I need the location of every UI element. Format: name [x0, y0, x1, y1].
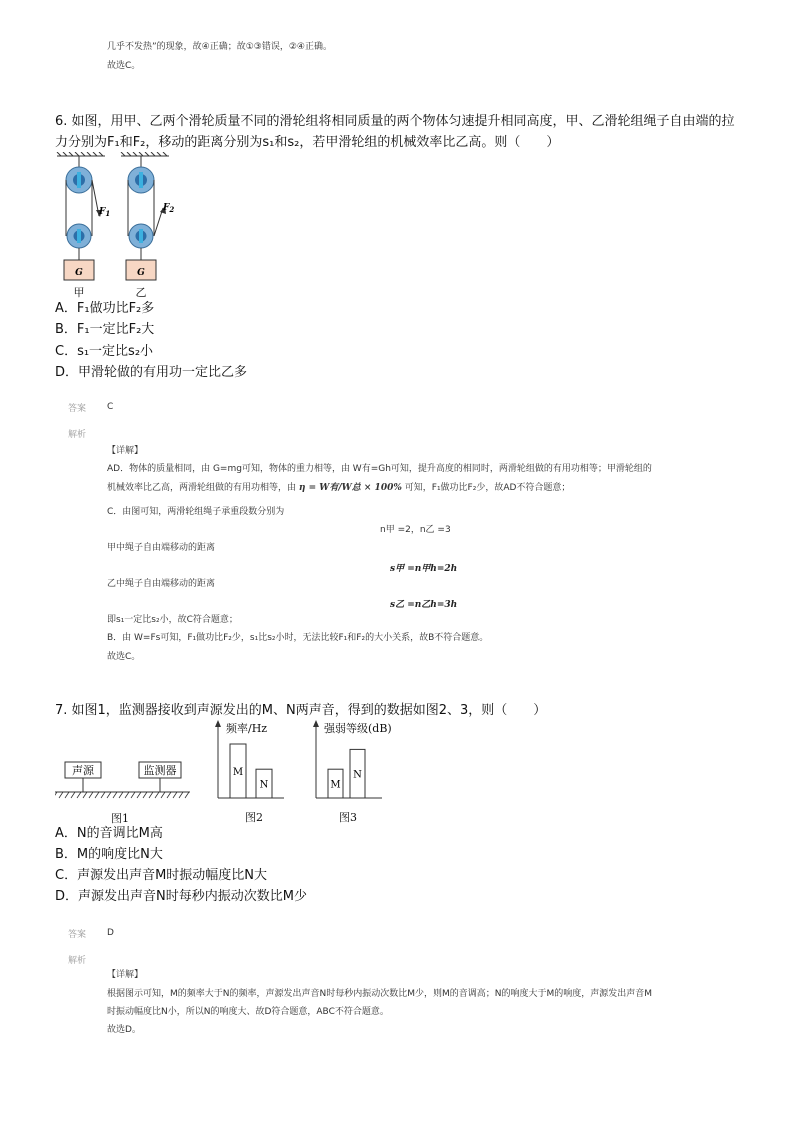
q6-line-b: B．由 W=Fs可知，F₁做功比F₂少，s₁比s₂小时，无法比较F₁和F₂的大小关系，故B不符合题意。	[107, 633, 489, 643]
fig3-bar-label-m: M	[330, 779, 341, 791]
weight-label-yi: G	[137, 268, 145, 278]
prev-conclusion: 故选C。	[107, 61, 141, 71]
q6-answer-label: 答案	[68, 404, 87, 414]
q6-analysis-label: 解析	[68, 430, 87, 440]
force-label-f2: $F_2$	[163, 203, 175, 214]
figure1	[55, 720, 195, 830]
caption-yi: 乙	[135, 286, 147, 299]
q7-answer: D	[107, 928, 114, 938]
figure3-loudness-chart	[310, 718, 420, 830]
pulley-system-jia	[64, 156, 110, 299]
q7-line-2: 时振动幅度比N小，所以N的响度大、故D符合题意，ABC不符合题意。	[107, 1007, 389, 1017]
fig3-caption: 图3	[339, 811, 357, 824]
ceiling	[57, 152, 169, 156]
q6-formula-jia: s甲 =n甲h=2h	[390, 564, 458, 574]
q6-formula-yi: s乙 =n乙h=3h	[390, 600, 458, 610]
fig2-axis-label: 频率/Hz	[226, 722, 268, 735]
source-label: 声源	[72, 764, 94, 777]
efficiency-formula: η = W有/W总 × 100%	[298, 483, 402, 493]
fig1-caption: 图1	[111, 812, 129, 825]
q7-option-c[interactable]: C．声源发出声音M时振动幅度比N大	[55, 868, 268, 883]
prev-explanation-line: 几乎不发热”的现象，故④正确；故①③错误，②④正确。	[107, 42, 333, 52]
q6-option-c[interactable]: C．s₁一定比s₂小	[55, 344, 154, 359]
caption-jia: 甲	[73, 286, 85, 299]
fig3-axis-label: 强弱等级(dB)	[324, 722, 392, 735]
q7-line-1: 根据图示可知，M的频率大于N的频率，声源发出声音N时每秒内振动次数比M少，则M的音调高；N的响度大于M的响度，声源发出声音M	[107, 989, 653, 999]
q6-line-c: C．由图可知，两滑轮组绳子承重段数分别为	[107, 507, 285, 517]
q6-option-b[interactable]: B．F₁一定比F₂大	[55, 322, 155, 337]
q7-option-d[interactable]: D．声源发出声音N时每秒内振动次数比M少	[55, 889, 307, 904]
q7-option-a[interactable]: A．N的音调比M高	[55, 826, 163, 841]
weight-label-jia: G	[75, 268, 83, 278]
q6-stem-line2: 力分别为F₁和F₂，移动的距离分别为s₁和s₂，若甲滑轮组的机械效率比乙高。则（ ）	[55, 135, 560, 150]
q6-rope-counts: n甲 =2，n乙 =3	[380, 525, 451, 535]
q7-answer-label: 答案	[68, 930, 87, 940]
q7-detail-title: 【详解】	[107, 970, 144, 980]
q7-stem: 7. 如图1，监测器接收到声源发出的M、N两声音，得到的数据如图2、3，则（ ）	[55, 703, 547, 718]
q6-option-d[interactable]: D．甲滑轮做的有用功一定比乙多	[55, 365, 248, 380]
q6-stem-line1: 6. 如图，用甲、乙两个滑轮质量不同的滑轮组将相同质量的两个物体匀速提升相同高度，甲、乙滑轮组绳子自由端的拉	[55, 114, 735, 129]
q6-conclusion: 故选C。	[107, 652, 141, 662]
q6-line-conclusion-c: 即s₁一定比s₂小，故C符合题意；	[107, 615, 238, 625]
pulley-system-yi	[126, 156, 174, 299]
q7-conclusion: 故选D。	[107, 1025, 141, 1035]
q7-option-b[interactable]: B．M的响度比N大	[55, 847, 163, 862]
q6-line-jia-distance: 甲中绳子自由端移动的距离	[107, 543, 216, 553]
q6-answer: C	[107, 402, 114, 412]
monitor-label: 监测器	[143, 764, 177, 777]
force-label-f1: $F_1$	[99, 207, 111, 218]
q6-option-a[interactable]: A．F₁做功比F₂多	[55, 301, 155, 316]
q6-line-ad: AD．物体的质量相同，由 G=mg可知，物体的重力相等，由 W有=Gh可知，提升高度的相同时，两滑轮组做的有用功相等；甲滑轮组的	[107, 464, 652, 474]
q6-line-efficiency: 机械效率比乙高，两滑轮组做的有用功相等，由 η = W有/W总 × 100% 可知，F₁做功比F₂少，故AD不符合题意；	[107, 483, 571, 493]
figure2-frequency-chart	[212, 718, 302, 830]
fig3-bar-label-n: N	[353, 769, 362, 781]
fig2-bar-label-m: M	[232, 767, 244, 778]
fig2-caption: 图2	[245, 811, 263, 824]
fig2-bar-label-n: N	[259, 779, 269, 791]
q6-detail-title: 【详解】	[107, 446, 144, 456]
q7-analysis-label: 解析	[68, 956, 87, 966]
q6-line-yi-distance: 乙中绳子自由端移动的距离	[107, 579, 216, 589]
pulley-figure	[55, 152, 185, 300]
